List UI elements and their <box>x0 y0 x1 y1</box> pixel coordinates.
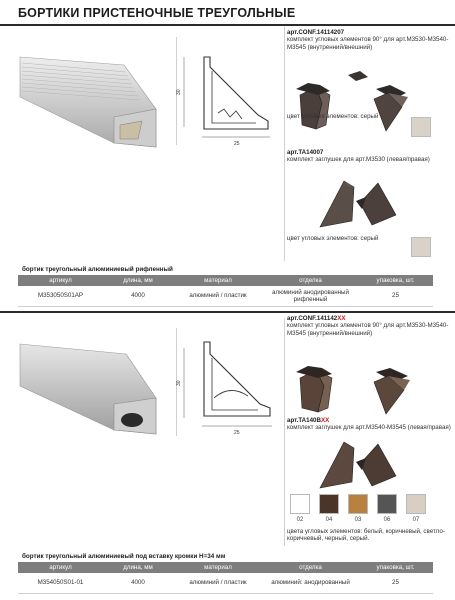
article-code: арт.CONF.14114207 <box>287 29 345 36</box>
article-description: комплект угловых элементов 90° для арт.М3530-М3540-М3545 (внутренний/внешний) <box>287 322 449 337</box>
table-header-row <box>18 275 433 286</box>
profile-photo-insert <box>14 330 164 442</box>
end-caps-image <box>316 175 400 231</box>
accessory-end-caps <box>287 417 452 432</box>
corner-elements-image <box>290 55 420 135</box>
cell-finish: алюминий анодированный рифленный <box>263 286 358 306</box>
article-code-prefix: арт.CONF.141142 <box>287 315 338 322</box>
accessory-corner-set <box>287 29 452 51</box>
page-title: БОРТИКИ ПРИСТЕНОЧНЫЕ ТРЕУГОЛЬНЫЕ <box>18 6 296 20</box>
cell-package: 25 <box>358 573 433 593</box>
dim-height: 30 <box>176 89 182 95</box>
color-swatch-gray <box>411 237 431 257</box>
profile-photo-ribbed <box>14 39 164 151</box>
col-material: материал <box>173 562 263 573</box>
col-package: упаковка, шт. <box>358 562 433 573</box>
cell-package: 25 <box>358 286 433 306</box>
col-length: длина, мм <box>103 275 173 286</box>
color-code: 07 <box>412 517 420 523</box>
profile-drawing-ribbed <box>178 37 282 149</box>
accessory-corner-set <box>287 315 452 337</box>
separator <box>284 27 285 261</box>
article-code <box>287 417 452 424</box>
cell-material: алюминий / пластик <box>173 573 263 593</box>
cell-length: 4000 <box>103 573 173 593</box>
color-swatch-gray <box>406 494 426 514</box>
separator <box>284 318 285 546</box>
spec-table <box>18 562 433 594</box>
cell-article: M354050S01-01 <box>18 573 103 593</box>
cell-material: алюминий / пластик <box>173 286 263 306</box>
section-ribbed-profile <box>0 27 455 307</box>
color-swatch-white <box>290 494 310 514</box>
caps-color-label: цвет угловых элементов: серый <box>287 235 379 242</box>
title-rule <box>0 24 455 26</box>
col-finish: отделка <box>263 275 358 286</box>
article-code-suffix: XX <box>337 315 346 322</box>
cell-finish: алюминий: анодированный <box>263 573 358 593</box>
article-code <box>287 315 452 322</box>
corner-elements-image <box>290 344 420 416</box>
color-code: 06 <box>383 517 391 523</box>
col-length: длина, мм <box>103 562 173 573</box>
corner-color-label: цвет угловых элементов: серый <box>287 113 379 120</box>
table-row <box>18 573 433 593</box>
color-code: 04 <box>325 517 333 523</box>
article-code-suffix: XX <box>320 417 330 424</box>
col-article: артикул <box>18 562 103 573</box>
color-swatch-light-brown <box>348 494 368 514</box>
color-options <box>290 494 430 528</box>
table-header-row <box>18 562 433 573</box>
accessory-end-caps <box>287 149 452 164</box>
article-description: комплект угловых элементов 90° для арт.М3530-М3540-М3545 (внутренний/внешний) <box>287 36 449 51</box>
cell-length: 4000 <box>103 286 173 306</box>
article-code: арт.TA14007 <box>287 149 324 156</box>
article-code-prefix: арт.TA140B <box>287 417 321 424</box>
cell-article: M353050S01AP <box>18 286 103 306</box>
color-swatch-gray <box>411 117 431 137</box>
section-insert-profile <box>0 315 455 600</box>
col-article: артикул <box>18 275 103 286</box>
dim-width: 25 <box>234 430 240 436</box>
table-row <box>18 286 433 306</box>
col-material: материал <box>173 275 263 286</box>
article-description: комплект заглушек для арт.М3530 (левая/правая) <box>287 156 430 164</box>
profile-drawing-insert <box>178 328 282 440</box>
article-description: комплект заглушек для арт.М3540-М3545 (левая/правая) <box>287 424 451 432</box>
section-rule <box>0 311 455 313</box>
color-code: 03 <box>354 517 362 523</box>
end-caps-image <box>316 436 400 492</box>
col-finish: отделка <box>263 562 358 573</box>
spec-table <box>18 275 433 307</box>
col-package: упаковка, шт. <box>358 275 433 286</box>
product-caption: бортик треугольный алюминиевый рифленный <box>22 266 173 273</box>
colors-label: цвета угловых элементов: белый, коричневый, светло-коричневый, черный, серый. <box>287 528 445 543</box>
color-swatch-black <box>377 494 397 514</box>
color-swatch-brown <box>319 494 339 514</box>
product-caption: бортик треугольный алюминиевый под вставку кромки Н=34 мм <box>22 553 226 560</box>
color-code: 02 <box>296 517 304 523</box>
dim-height: 30 <box>176 380 182 386</box>
dim-width: 25 <box>234 141 240 147</box>
